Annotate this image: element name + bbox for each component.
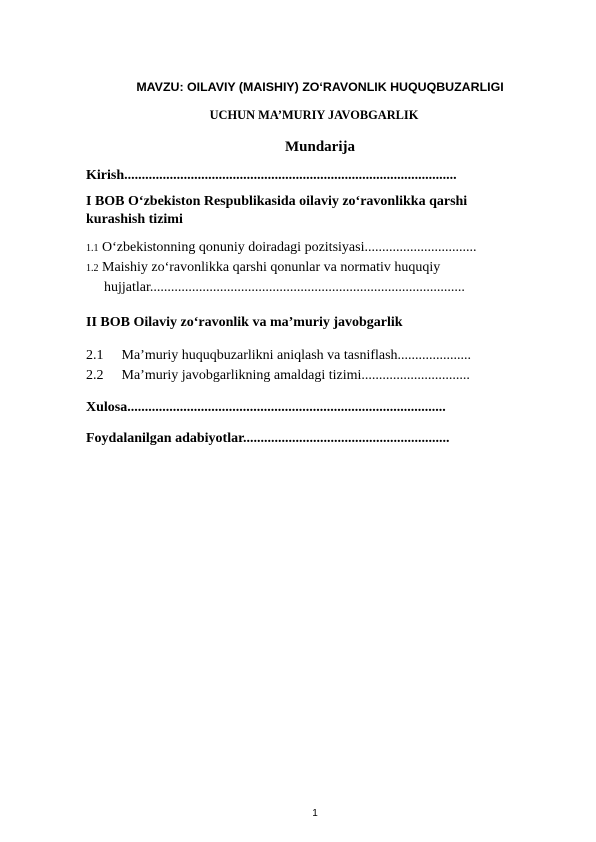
toc-chapter-1: I BOB O‘zbekiston Respublikasida oilaviy zo‘ravonlikka qarshi kurashish tizimi: [86, 194, 468, 227]
toc-section-2-2: [86, 367, 536, 385]
toc-section-1-2-continued: hujjatlar..........................................................................................: [104, 280, 465, 295]
toc-section-2-1: [86, 347, 536, 365]
section-title: Ma’muriy javobgarlikning amaldagi tizimi...............................: [121, 368, 470, 383]
toc-intro: Kirish...............................................................................................: [86, 168, 457, 183]
toc-section-1-1: [86, 239, 536, 258]
toc-section-1-2: [86, 259, 536, 278]
page-number: 1: [312, 808, 318, 819]
section-number: 1.1: [86, 243, 99, 254]
section-number: 2.2: [86, 368, 104, 383]
topic-title-line-1: MAVZU: OILAVIY (MAISHIY) ZO‘RAVONLIK HUQUQBUZARLIGI: [136, 80, 504, 94]
section-number: 1.2: [86, 263, 99, 274]
section-title: O‘zbekistonning qonuniy doiradagi pozitsiyasi................................: [102, 240, 477, 255]
section-number: 2.1: [86, 348, 104, 363]
contents-heading: Mundarija: [284, 139, 355, 155]
section-title: Ma’muriy huquqbuzarlikni aniqlash va tasniflash.....................: [121, 348, 472, 363]
toc-conclusion: Xulosa...........................................................................................: [86, 400, 446, 415]
topic-title-line-2: UCHUN MA’MURIY JAVOBGARLIK: [209, 108, 419, 122]
section-title: Maishiy zo‘ravonlikka qarshi qonunlar va normativ huquqiy: [102, 260, 441, 275]
toc-chapter-2: II BOB Oilaviy zo‘ravonlik va ma’muriy javobgarlik: [86, 315, 403, 330]
toc-references: Foydalanilgan adabiyotlar...........................................................: [86, 431, 450, 446]
